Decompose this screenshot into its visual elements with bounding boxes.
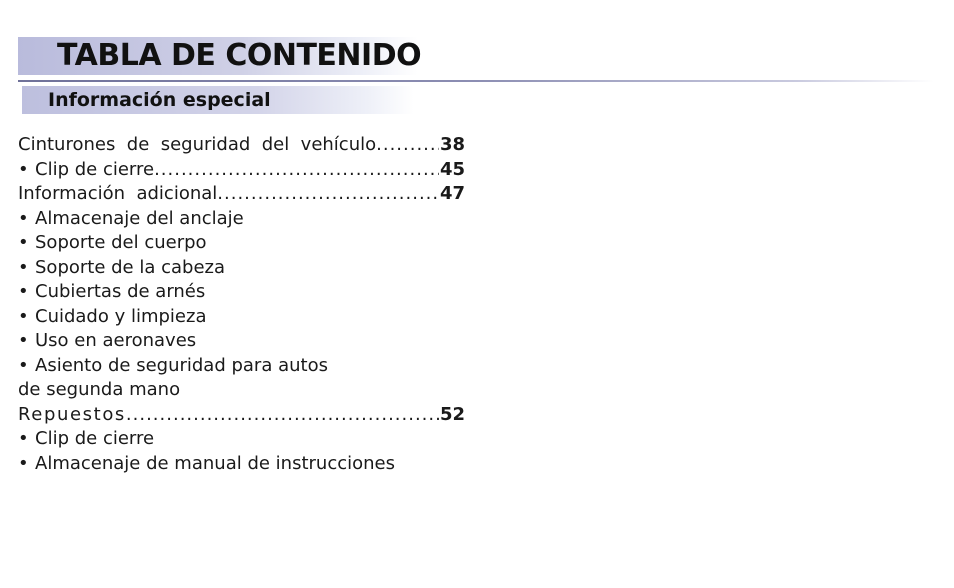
toc-subitem	[18, 354, 465, 379]
bullet-icon: •	[18, 330, 29, 351]
toc-subitem	[18, 329, 465, 354]
dot-leader	[154, 158, 439, 183]
toc-subitem-label: Clip de cierre	[35, 428, 155, 449]
dot-leader	[126, 403, 439, 428]
toc-subitem	[18, 427, 465, 452]
bullet-icon: •	[18, 281, 29, 302]
toc-subitem-continuation	[18, 378, 465, 403]
toc-entry-informacion-adicional[interactable]	[18, 182, 465, 207]
section-subtitle: Información especial	[48, 89, 271, 111]
toc-subitem	[18, 256, 465, 281]
toc-entry-cinturones[interactable]	[18, 133, 465, 158]
toc-page-number: 38	[439, 134, 465, 155]
toc-entry-repuestos[interactable]	[18, 403, 465, 428]
bullet-icon: •	[18, 158, 29, 180]
toc-subitem-label: Cuidado y limpieza	[35, 305, 207, 327]
toc-entry-label: Información adicional	[18, 183, 218, 204]
toc-subitem	[18, 231, 465, 256]
toc-subitem	[18, 207, 465, 232]
toc-subitem	[18, 280, 465, 305]
toc-subitem-label: Cubiertas de arnés	[35, 281, 206, 302]
table-of-contents	[18, 133, 465, 476]
bullet-icon: •	[18, 207, 29, 229]
bullet-icon: •	[18, 305, 29, 327]
bullet-icon: •	[18, 452, 29, 474]
toc-subitem-label: Asiento de seguridad para autos	[35, 354, 328, 376]
bullet-icon: •	[18, 354, 29, 376]
toc-subitem-label: Soporte del cuerpo	[35, 232, 207, 253]
dot-leader	[217, 182, 439, 207]
page-title: TABLA DE CONTENIDO	[57, 38, 422, 73]
toc-subentry-label: Clip de cierre	[35, 158, 155, 180]
toc-subitem-label: Soporte de la cabeza	[35, 256, 226, 278]
toc-subitem-label: Almacenaje de manual de instrucciones	[35, 452, 395, 474]
toc-subitem	[18, 452, 465, 477]
dot-leader	[376, 133, 439, 158]
bullet-icon: •	[18, 428, 29, 449]
toc-subitem	[18, 305, 465, 330]
toc-subentry-clip-de-cierre[interactable]	[18, 158, 465, 183]
bullet-icon: •	[18, 256, 29, 278]
toc-page-number: 45	[439, 158, 465, 180]
toc-page-number: 47	[439, 183, 465, 204]
toc-page-number: 52	[439, 403, 465, 425]
title-divider	[18, 80, 934, 82]
toc-subitem-label: Almacenaje del anclaje	[35, 207, 244, 229]
bullet-icon: •	[18, 232, 29, 253]
toc-subitem-label: de segunda mano	[18, 379, 181, 400]
toc-entry-label: Cinturones de seguridad del vehículo	[18, 134, 377, 155]
toc-subitem-label: Uso en aeronaves	[35, 330, 197, 351]
toc-entry-label: Repuestos	[18, 403, 126, 425]
